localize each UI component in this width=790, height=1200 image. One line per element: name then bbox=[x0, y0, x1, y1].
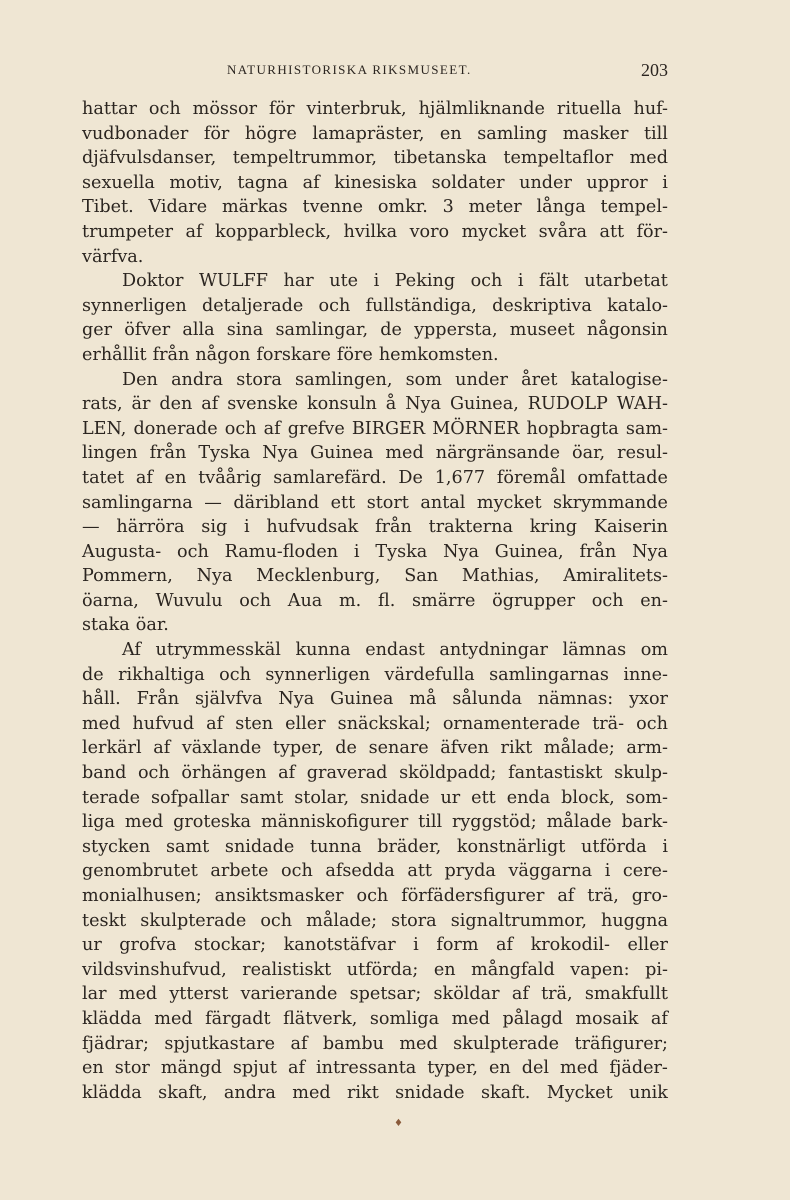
text-line: staka öar. bbox=[82, 615, 169, 636]
text-line: lerkärl af växlande typer, de senare äfven rikt målade; arm- bbox=[82, 738, 668, 759]
text-line: liga med groteska människofigurer till ryggstöd; målade bark- bbox=[82, 812, 668, 833]
text-line: öarna, Wuvulu och Aua m. fl. smärre ögrupper och en- bbox=[82, 590, 668, 611]
text-line: vudbonader för högre lamapräster, en samling masker till bbox=[82, 123, 668, 144]
ornament-mark: ♦ bbox=[394, 1118, 403, 1129]
text-line: Den andra stora samlingen, som under året katalogise- bbox=[122, 369, 668, 390]
text-line: ur grofva stockar; kanotstäfvar i form af krokodil- eller bbox=[82, 935, 668, 956]
text-line: Af utrymmesskäl kunna endast antydningar lämnas om bbox=[122, 640, 668, 661]
text-line: LEN, donerade och af grefve BIRGER MÖRNER hopbragta sam- bbox=[82, 418, 668, 439]
page-number: 203 bbox=[641, 60, 668, 80]
text-line: rats, är den af svenske konsuln å Nya Guinea, RUDOLP WAH- bbox=[82, 394, 668, 415]
text-line: en stor mängd spjut af intressanta typer, en del med fjäder- bbox=[82, 1058, 668, 1079]
text-line: trumpeter af kopparbleck, hvilka voro mycket svåra att för- bbox=[82, 221, 668, 242]
text-line: lar med ytterst varierande spetsar; sköldar af trä, smakfullt bbox=[82, 984, 668, 1005]
text-line: klädda skaft, andra med rikt snidade skaft. Mycket unik bbox=[82, 1082, 668, 1103]
text-line: Pommern, Nya Mecklenburg, San Mathias, Amiralitets- bbox=[82, 566, 668, 587]
text-line: — härröra sig i hufvudsak från trakterna kring Kaiserin bbox=[82, 517, 668, 538]
running-head: NATURHISTORISKA RIKSMUSEET. bbox=[227, 62, 472, 77]
text-line: med hufvud af sten eller snäckskal; ornamenterade trä- och bbox=[82, 713, 668, 734]
text-line: håll. Från självfva Nya Guinea må sålunda nämnas: yxor bbox=[82, 689, 668, 710]
page-header bbox=[82, 60, 668, 86]
text-line: stycken samt snidade tunna bräder, konstnärligt utförda i bbox=[82, 836, 668, 857]
text-line: sexuella motiv, tagna af kinesiska soldater under uppror i bbox=[82, 172, 668, 193]
text-line: genombrutet arbete och afsedda att pryda väggarna i cere- bbox=[82, 861, 668, 882]
text-line: klädda med färgadt flätverk, somliga med pålagd mosaik af bbox=[82, 1008, 668, 1029]
text-line: erhållit från någon forskare före hemkomsten. bbox=[82, 344, 499, 365]
text-line: djäfvulsdanser, tempeltrummor, tibetanska tempeltaflor med bbox=[82, 148, 668, 169]
text-line: synnerligen detaljerade och fullständiga, deskriptiva katalo- bbox=[82, 295, 668, 316]
text-line: monialhusen; ansiktsmasker och förfädersfigurer af trä, gro- bbox=[82, 886, 668, 906]
text-line: de rikhaltiga och synnerligen värdefulla samlingarnas inne- bbox=[82, 664, 668, 685]
text-line: terade sofpallar samt stolar, snidade ur ett enda block, som- bbox=[82, 787, 668, 808]
text-line: Tibet. Vidare märkas tvenne omkr. 3 meter långa tempel- bbox=[82, 197, 668, 218]
text-line: lingen från Tyska Nya Guinea med närgränsande öar, resul- bbox=[82, 443, 668, 464]
text-line: hattar och mössor för vinterbruk, hjälmliknande rituella huf- bbox=[82, 99, 668, 119]
text-line: värfva. bbox=[82, 246, 144, 267]
text-line: tatet af en tvåårig samlarefärd. De 1,677 föremål omfattade bbox=[82, 467, 668, 488]
text-line: samlingarna — däribland ett stort antal mycket skrymmande bbox=[82, 492, 668, 513]
text-line: ger öfver alla sina samlingar, de yppersta, museet någonsin bbox=[82, 320, 668, 341]
text-line: vildsvinshufvud, realistiskt utförda; en mångfald vapen: pi- bbox=[82, 959, 668, 980]
text-line: fjädrar; spjutkastare af bambu med skulpterade träfigurer; bbox=[82, 1033, 668, 1054]
body-text bbox=[82, 97, 668, 1105]
text-line: Augusta- och Ramu-floden i Tyska Nya Guinea, från Nya bbox=[82, 541, 668, 562]
text-line: Doktor WULFF har ute i Peking och i fält utarbetat bbox=[122, 271, 668, 292]
text-line: teskt skulpterade och målade; stora signaltrummor, huggna bbox=[82, 910, 668, 931]
text-line: band och örhängen af graverad sköldpadd; fantastiskt skulp- bbox=[82, 763, 668, 784]
